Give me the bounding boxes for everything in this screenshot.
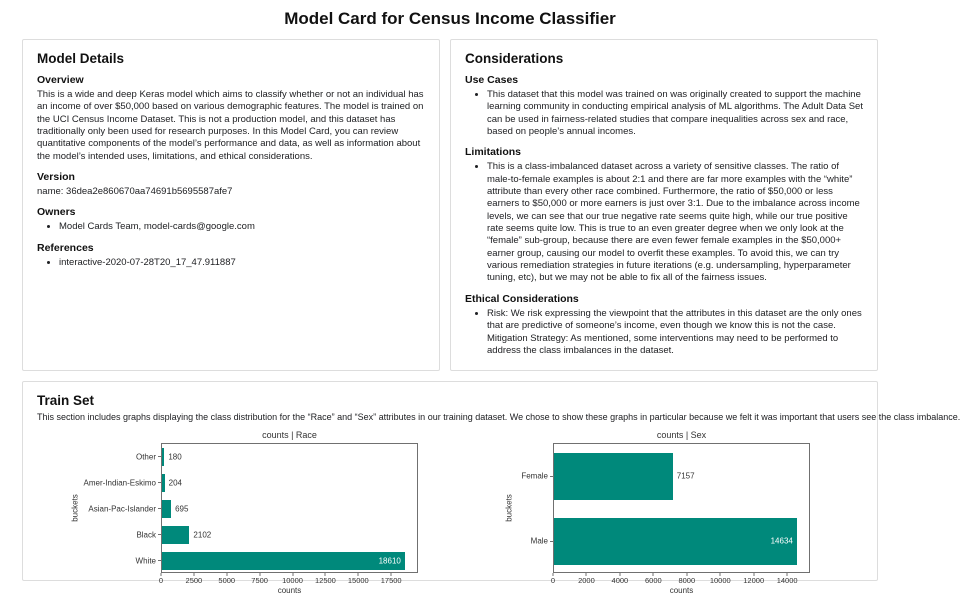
x-tick-label: 10000 <box>709 575 731 585</box>
x-tick-label: 2000 <box>578 575 595 585</box>
use-cases-list <box>487 89 863 138</box>
top-panels-row <box>22 39 878 371</box>
sex-chart-half <box>450 430 863 595</box>
ethical-heading: Ethical Considerations <box>465 292 579 305</box>
train-set-card <box>22 381 960 595</box>
version-heading: Version <box>37 171 75 184</box>
bar-value-label: 180 <box>168 452 182 462</box>
bar <box>162 526 189 545</box>
page-title: Model Card for Census Income Classifier <box>284 9 616 28</box>
x-axis-title: counts <box>277 585 302 595</box>
limitations-list <box>487 161 863 284</box>
x-tick-label: 14000 <box>776 575 798 585</box>
y-axis-title: buckets <box>70 494 80 522</box>
ethical-risk-line: • Risk: We risk expressing the viewpoint that the attributes in this dataset are the only ones that are predictive of someone’s income, even though we know this is not the case. <box>487 307 862 332</box>
x-tick-label: 12500 <box>314 575 336 585</box>
y-tick-mark <box>158 456 161 457</box>
owner-item: • Model Cards Team, model-cards@google.com <box>59 221 425 233</box>
limitation-item: • This is a class-imbalanced dataset across a variety of sensitive classes. The ratio of male-to-female examples is about 2:1 and there are far more examples with the “white” attribute than every other race combined. Furthermore, the ratio of $50,000 or less earners to $50,000 or more earners is just over 3:1. Due to the imbalance across income levels, we can see that our true negative rate seems quite high, while our true positive rate seems quite low. This is true to an even greater degree when we only look at the “female” sub-group, because there are even fewer female examples in the $50,000+ earner group, causing our model to overfit these examples. To avoid this, we can try various remediation strategies in future iterations (e.g. undersampling, hyperparameter tuning, etc), but we may not be able to fix all of the fairness issues. <box>487 161 863 284</box>
overview-text: This is a wide and deep Keras model which aims to classify whether or not an individual has an income of over $50,000 based on various demographic features. The model is trained on the UCI Census Income Dataset. This is not a production model, and this dataset has traditionally only been used for research purposes. In this Model Card, you can review quantitative components of the model’s performance and data, as well as information about the model’s intended uses, limitations, and ethical considerations. <box>37 89 424 162</box>
bar-value-label: 14634 <box>770 536 793 546</box>
category-label: Asian-Pac-Islander <box>88 504 156 514</box>
category-label: Other <box>135 452 156 462</box>
x-tick-label: 7500 <box>251 575 268 585</box>
bar-value-label: 18610 <box>378 556 401 566</box>
charts-row <box>37 430 863 595</box>
model-details-card <box>22 39 440 371</box>
use-case-item: • This dataset that this model was trained on was originally created to support the machine learning community in conducting empirical analysis of ML algorithms. The Adult Data Set can be used in fairness-related studies that compare inequalities across sex and race, based on people’s annual incomes. <box>487 89 863 138</box>
bar <box>162 552 405 571</box>
bar <box>554 453 673 500</box>
overview-heading: Overview <box>37 74 84 86</box>
x-tick-label: 0 <box>550 575 556 585</box>
y-tick-mark <box>158 508 161 509</box>
category-label: Male <box>530 536 548 546</box>
bar-value-label: 2102 <box>193 530 212 540</box>
x-tick-label: 12000 <box>743 575 765 585</box>
limitations-heading: Limitations <box>465 146 522 159</box>
use-cases-heading: Use Cases <box>465 74 519 86</box>
considerations-card <box>450 39 878 371</box>
x-tick-label: 4000 <box>611 575 629 585</box>
race-chart-plot-column <box>70 429 418 595</box>
y-tick-mark <box>158 534 161 535</box>
category-label: Amer-Indian-Eskimo <box>83 478 156 488</box>
ethical-item <box>487 308 863 357</box>
category-label: Female <box>521 471 548 481</box>
bar-chart-race <box>69 430 418 595</box>
bar <box>162 500 171 519</box>
y-tick-mark <box>158 482 161 483</box>
chart-title: counts | Sex <box>656 429 707 440</box>
race-chart-half <box>37 430 450 595</box>
bar-value-label: 695 <box>175 504 189 514</box>
reference-item: • interactive-2020-07-28T20_17_47.911887 <box>59 257 425 269</box>
owners-list <box>59 221 425 233</box>
x-tick-label: 0 <box>158 575 164 585</box>
x-tick-label: 2500 <box>185 575 203 585</box>
x-tick-label: 17500 <box>380 575 402 585</box>
x-axis-ticks <box>550 573 810 586</box>
plot-area <box>521 443 810 573</box>
sex-chart-plot-column <box>504 429 810 595</box>
category-label: White <box>135 556 156 566</box>
category-label: Black <box>136 530 156 540</box>
model-details-title: Model Details <box>37 51 125 66</box>
x-axis-ticks <box>158 573 418 586</box>
x-tick-label: 8000 <box>678 575 696 585</box>
plot-area <box>83 443 418 573</box>
bar <box>162 474 165 493</box>
y-tick-mark <box>550 541 553 542</box>
references-heading: References <box>37 241 94 254</box>
chart-title: counts | Race <box>262 429 317 440</box>
y-tick-mark <box>550 476 553 477</box>
bar-chart-sex <box>503 430 810 595</box>
y-tick-mark <box>158 560 161 561</box>
bar <box>162 448 164 467</box>
y-axis-title: buckets <box>504 494 514 522</box>
version-name: name: 36dea2e860670aa74691b5695587afe7 <box>37 186 233 198</box>
x-tick-label: 6000 <box>645 575 662 585</box>
x-tick-label: 5000 <box>218 575 236 585</box>
x-tick-label: 10000 <box>282 575 303 585</box>
ethical-list <box>487 308 863 357</box>
ethical-mitigation-line: Mitigation Strategy: As mentioned, some interventions may need to be performed to address the class imbalances in the dataset. <box>487 332 839 356</box>
bar-value-label: 204 <box>168 478 183 488</box>
considerations-title: Considerations <box>465 51 564 66</box>
bar-value-label: 7157 <box>676 471 695 481</box>
owners-heading: Owners <box>37 206 76 219</box>
references-list <box>59 257 425 269</box>
x-axis-title: counts <box>669 585 694 595</box>
x-tick-label: 15000 <box>347 575 369 585</box>
train-set-description: This section includes graphs displaying the class distribution for the “Race” and “Sex” attributes in our training dataset. We chose to show these graphs in particular because we felt it was important that users see the class imbalance. <box>37 412 960 423</box>
bar <box>554 518 797 565</box>
train-set-title: Train Set <box>37 393 95 409</box>
